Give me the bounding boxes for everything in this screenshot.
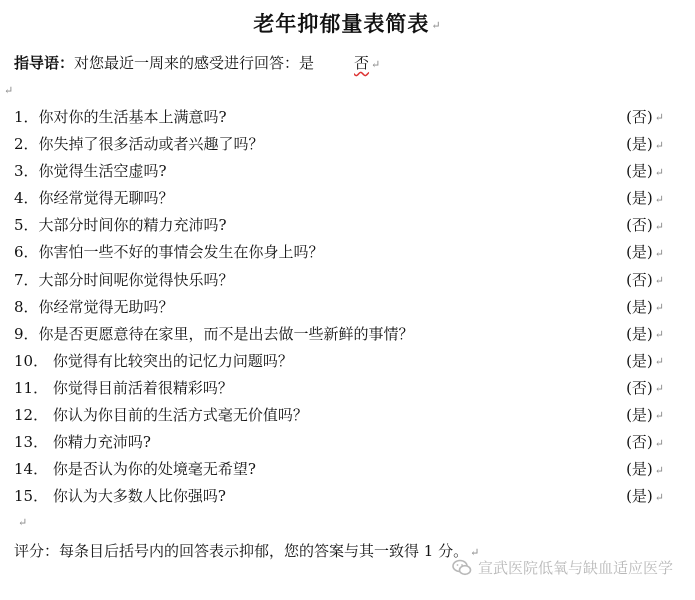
question-row bbox=[14, 239, 664, 266]
question-row bbox=[14, 185, 664, 212]
question-row bbox=[14, 321, 664, 348]
paragraph-mark: ↵ bbox=[654, 490, 664, 504]
paragraph-mark: ↵ bbox=[654, 463, 664, 477]
question-row bbox=[14, 375, 664, 402]
question-text: 11． 你觉得目前活着很精彩吗？ bbox=[14, 378, 233, 397]
question-answer bbox=[626, 185, 664, 213]
answer-value: (是) bbox=[626, 460, 653, 479]
answer-value: (否) bbox=[626, 378, 653, 397]
paragraph-mark: ↵ bbox=[18, 516, 28, 529]
question-row bbox=[14, 294, 664, 321]
guidance-text: 对您最近一周来的感受进行回答：是 bbox=[74, 54, 315, 72]
scoring-note: 评分：每条目后括号内的回答表示抑郁，您的答案与其一致得 1 分。 ↵ bbox=[14, 542, 480, 560]
question-answer bbox=[626, 429, 664, 457]
watermark-text: 宣武医院低氧与缺血适应医学 bbox=[477, 559, 673, 577]
answer-value: (是) bbox=[626, 135, 653, 154]
wechat-icon bbox=[452, 559, 472, 577]
paragraph-mark: ↵ bbox=[654, 355, 664, 369]
question-text: 2．你失掉了很多活动或者兴趣了吗？ bbox=[14, 135, 264, 154]
question-answer bbox=[626, 131, 664, 159]
answer-value: (是) bbox=[626, 324, 653, 343]
document-title: 老年抑郁量表简表 ↵ bbox=[253, 11, 442, 36]
answer-value: (是) bbox=[626, 351, 653, 370]
question-text: 1．你对你的生活基本上满意吗? bbox=[14, 108, 227, 126]
question-text: 12． 你认为你目前的生活方式毫无价值吗？ bbox=[14, 406, 308, 425]
question-answer bbox=[626, 483, 664, 511]
answer-value: (是) bbox=[626, 297, 653, 316]
question-row bbox=[14, 104, 664, 131]
question-answer bbox=[626, 456, 664, 484]
question-text: 13． 你精力充沛吗? bbox=[14, 433, 151, 452]
guidance-label: 指导语： bbox=[14, 54, 75, 72]
watermark bbox=[452, 557, 673, 578]
question-row bbox=[14, 429, 664, 456]
answer-value: (是) bbox=[626, 189, 653, 208]
answer-value: (是) bbox=[626, 487, 653, 506]
answer-value: (否) bbox=[626, 216, 653, 235]
question-answer bbox=[626, 375, 664, 403]
question-answer bbox=[626, 321, 664, 349]
answer-value: (是) bbox=[626, 162, 653, 181]
question-text: 15． 你认为大多数人比你强吗? bbox=[14, 487, 226, 506]
paragraph-mark: ↵ bbox=[654, 409, 664, 423]
question-row bbox=[14, 402, 664, 429]
question-text: 6．你害怕一些不好的事情会发生在你身上吗？ bbox=[14, 243, 324, 262]
question-text: 4．你经常觉得无聊吗？ bbox=[14, 189, 174, 208]
question-row bbox=[14, 267, 664, 294]
question-answer bbox=[626, 294, 664, 322]
answer-value: (否) bbox=[626, 433, 653, 452]
question-text: 14． 你是否认为你的处境毫无希望? bbox=[14, 460, 256, 479]
question-text: 8．你经常觉得无助吗？ bbox=[14, 297, 174, 316]
paragraph-mark: ↵ bbox=[654, 436, 664, 450]
paragraph-mark: ↵ bbox=[654, 382, 664, 396]
question-text: 5．大部分时间你的精力充沛吗? bbox=[14, 216, 227, 235]
question-answer bbox=[626, 239, 664, 267]
question-text: 9．你是否更愿意待在家里，而不是出去做一些新鲜的事情？ bbox=[14, 324, 414, 343]
paragraph-mark: ↵ bbox=[654, 274, 664, 288]
question-text: 10． 你觉得有比较突出的记忆力问题吗？ bbox=[14, 351, 293, 370]
paragraph-mark: ↵ bbox=[431, 19, 442, 32]
guidance-line bbox=[14, 52, 380, 73]
question-row bbox=[14, 348, 664, 375]
question-answer bbox=[626, 212, 664, 240]
paragraph-mark: ↵ bbox=[654, 165, 664, 179]
answer-value: (否) bbox=[626, 270, 653, 289]
paragraph-mark: ↵ bbox=[654, 192, 664, 206]
paragraph-mark: ↵ bbox=[654, 246, 664, 260]
paragraph-mark: ↵ bbox=[4, 84, 14, 97]
question-answer bbox=[626, 104, 664, 132]
question-answer bbox=[626, 158, 664, 186]
answer-value: (是) bbox=[626, 406, 653, 425]
paragraph-mark: ↵ bbox=[654, 328, 664, 342]
paragraph-mark: ↵ bbox=[654, 111, 664, 125]
question-answer bbox=[626, 267, 664, 295]
question-row bbox=[14, 212, 664, 239]
paragraph-mark: ↵ bbox=[470, 545, 480, 559]
paragraph-mark: ↵ bbox=[654, 138, 664, 152]
paragraph-mark: ↵ bbox=[654, 219, 664, 233]
question-row bbox=[14, 158, 664, 185]
question-text: 7．大部分时间呢你觉得快乐吗？ bbox=[14, 270, 234, 289]
guidance-no-option: 否 bbox=[354, 54, 370, 72]
question-text: 3．你觉得生活空虚吗? bbox=[14, 162, 167, 181]
paragraph-mark: ↵ bbox=[654, 301, 664, 315]
question-row bbox=[14, 483, 664, 510]
question-answer bbox=[626, 348, 664, 376]
question-row bbox=[14, 456, 664, 483]
question-list bbox=[14, 104, 664, 510]
paragraph-mark: ↵ bbox=[371, 57, 381, 71]
question-answer bbox=[626, 402, 664, 430]
question-row bbox=[14, 131, 664, 158]
answer-value: (否) bbox=[626, 108, 653, 126]
answer-value: (是) bbox=[626, 243, 653, 262]
